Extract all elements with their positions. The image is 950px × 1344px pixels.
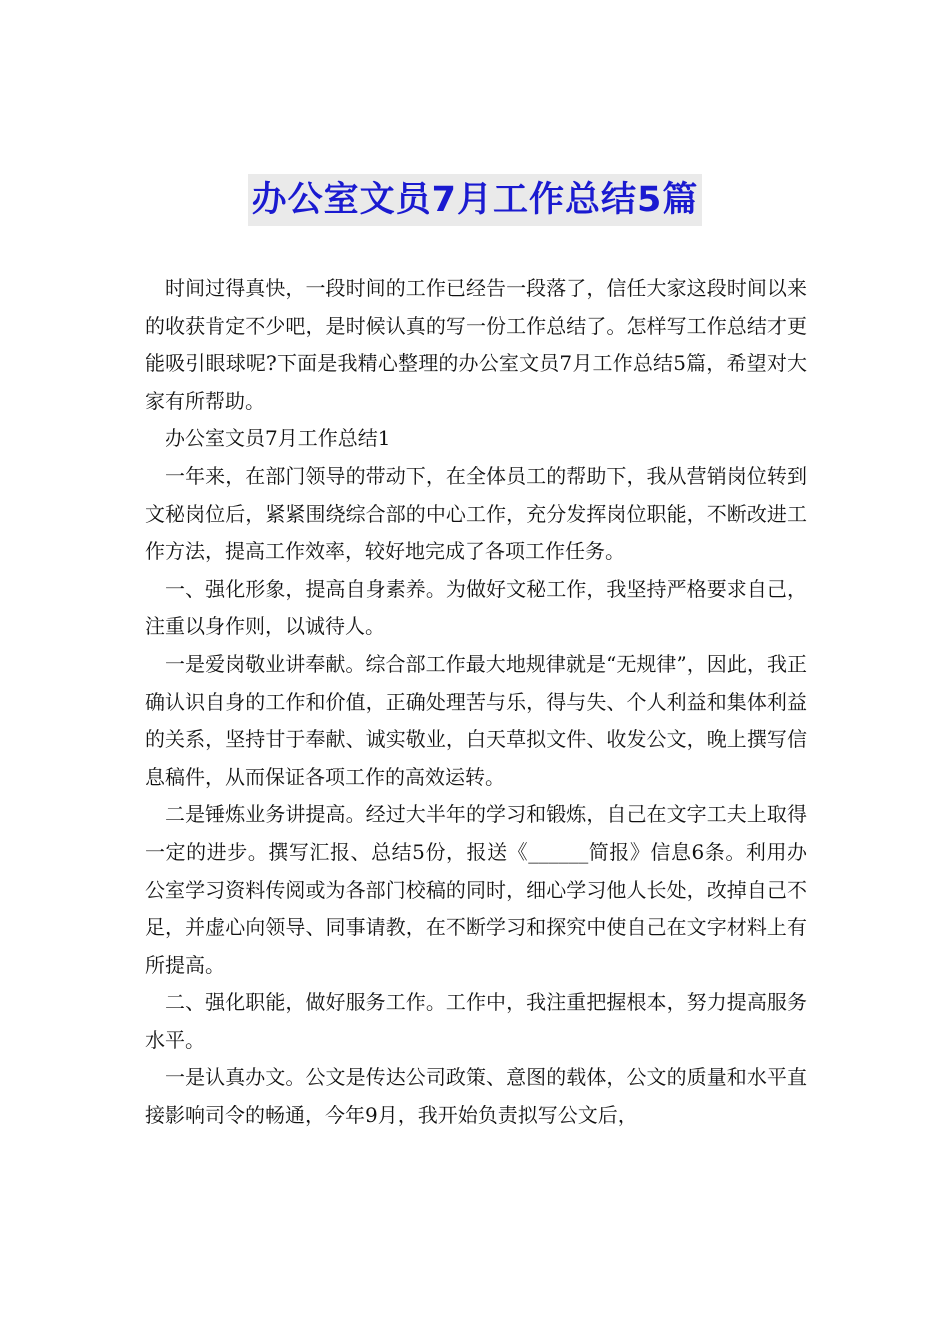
paragraph-documents: 一是认真办文。公文是传达公司政策、意图的载体，公文的质量和水平直接影响司令的畅通，今年9月，我开始负责拟写公文后， [145,1065,807,1128]
title-container [0,174,950,226]
paragraph-dedication: 一是爱岗敬业讲奉献。综合部工作最大地规律就是“无规律”，因此，我正确认识自身的工作和价值，正确处理苦与乐，得与失、个人利益和集体利益的关系，坚持甘于奉献、诚实敬业，白天草拟文件、收发公文，晚上撰写信息稿件，从而保证各项工作的高效运转。 [145,651,807,789]
paragraph-intro: 时间过得真快，一段时间的工作已经告一段落了，信任大家这段时间以来的收获肯定不少吧，是时候认真的写一份工作总结了。怎样写工作总结才更能吸引眼球呢?下面是我精心整理的办公室文员7月工作总结5篇，希望对大家有所帮助。 [145,276,807,413]
paragraph-point-one: 一、强化形象，提高自身素养。为做好文秘工作，我坚持严格要求自己，注重以身作则，以诚待人。 [145,576,807,639]
paragraph-overview: 一年来，在部门领导的带动下，在全体员工的帮助下，我从营销岗位转到文秘岗位后，紧紧围绕综合部的中心工作，充分发挥岗位职能，不断改进工作方法，提高工作效率，较好地完成了各项工作任务。 [145,463,807,564]
document-body [145,270,807,1135]
document-title: 办公室文员7月工作总结5篇 [248,174,703,226]
paragraph-section-heading: 办公室文员7月工作总结1 [165,426,391,451]
paragraph-point-two: 二、强化职能，做好服务工作。工作中，我注重把握根本，努力提高服务水平。 [145,990,807,1052]
paragraph-skills: 二是锤炼业务讲提高。经过大半年的学习和锻炼，自己在文字工夫上取得一定的进步。撰写汇报、总结5份，报送《______简报》信息6条。利用办公室学习资料传阅或为各部门校稿的同时，细心学习他人长处，改掉自己不足，并虚心向领导、同事请教，在不断学习和探究中使自己在文字材料上有所提高。 [145,802,807,977]
